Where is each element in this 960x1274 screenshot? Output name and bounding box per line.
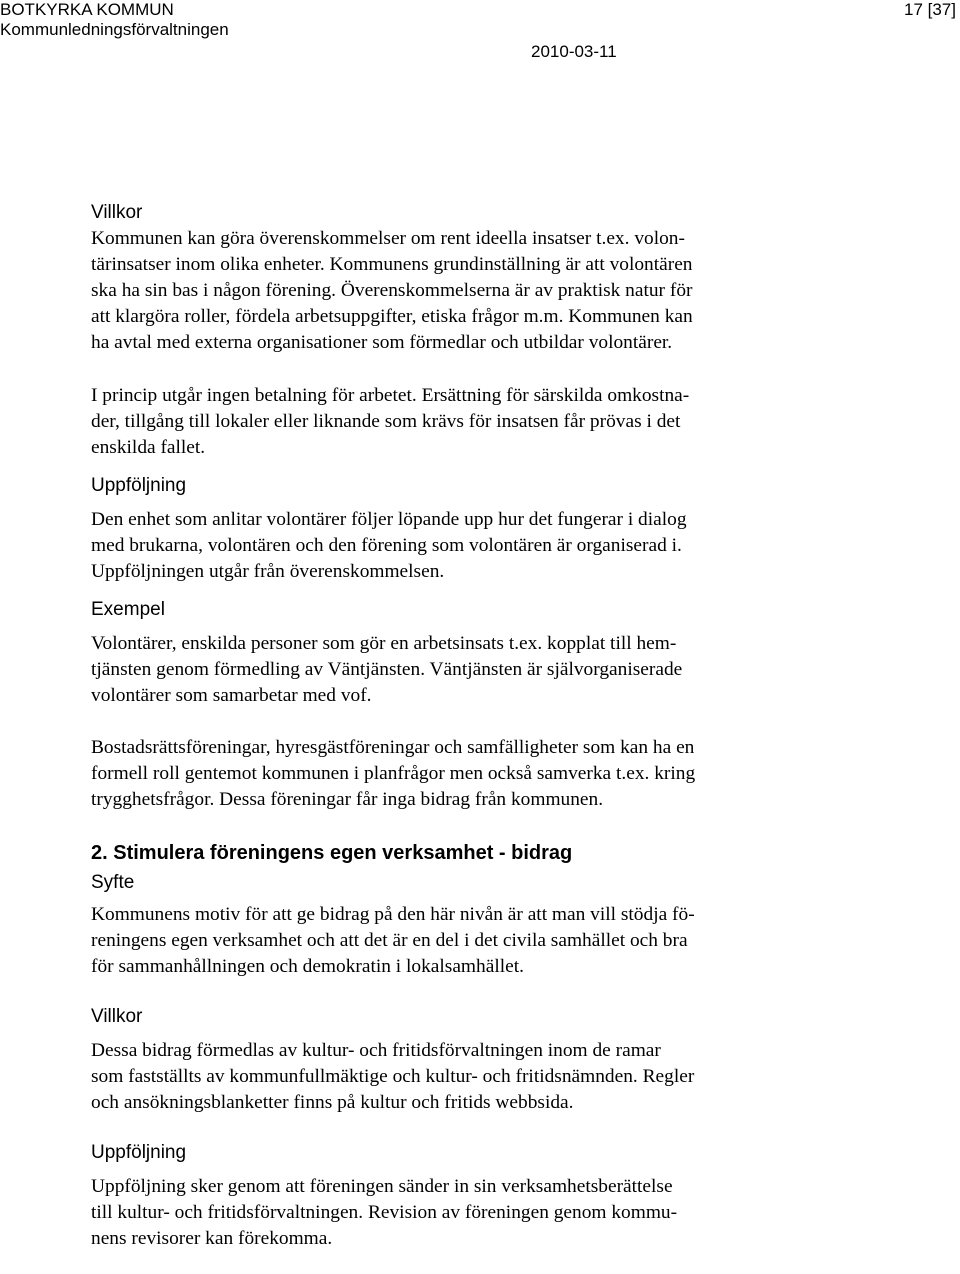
paragraph — [91, 902, 851, 980]
text-line: tärinsatser inom olika enheter. Kommunens grundinställning är att volontären — [91, 254, 693, 275]
text-line: Bostadsrättsföreningar, hyresgästföreningar och samfälligheter som kan ha en — [91, 737, 695, 758]
paragraph — [91, 1174, 851, 1252]
paragraph — [91, 631, 851, 709]
text-line: Den enhet som anlitar volontärer följer löpande upp hur det fungerar i dialog — [91, 509, 687, 530]
paragraph — [91, 507, 851, 585]
text-line: formell roll gentemot kommunen i planfrågor men också samverka t.ex. kring — [91, 763, 696, 784]
heading-exempel: Exempel — [91, 599, 165, 620]
text-line: Volontärer, enskilda personer som gör en arbetsinsats t.ex. kopplat till hem- — [91, 633, 677, 654]
document-date: 2010-03-11 — [531, 42, 617, 61]
text-line: Kommunen kan göra överenskommelser om rent ideella insatser t.ex. volon- — [91, 228, 685, 249]
section-title: 2. Stimulera föreningens egen verksamhet - bidrag — [91, 842, 573, 864]
organization-name: BOTKYRKA KOMMUN — [0, 0, 174, 19]
heading-villkor: Villkor — [91, 202, 143, 223]
text-line: att klargöra roller, fördela arbetsuppgifter, etiska frågor m.m. Kommunen kan — [91, 306, 693, 327]
heading-villkor: Villkor — [91, 1006, 143, 1027]
text-line: med brukarna, volontären och den förening som volontären är organiserad i. — [91, 535, 682, 556]
department-name: Kommunledningsförvaltningen — [0, 20, 229, 39]
text-line: nens revisorer kan förekomma. — [91, 1228, 333, 1249]
text-line: ha avtal med externa organisationer som förmedlar och utbildar volontärer. — [91, 332, 673, 353]
text-line: Dessa bidrag förmedlas av kultur- och fritidsförvaltningen inom de ramar — [91, 1040, 661, 1061]
text-line: Uppföljning sker genom att föreningen sänder in sin verksamhetsberättelse — [91, 1176, 673, 1197]
text-line: volontärer som samarbetar med vof. — [91, 685, 372, 706]
paragraph — [91, 1038, 851, 1116]
paragraph — [91, 226, 851, 356]
heading-uppfoljning: Uppföljning — [91, 1142, 187, 1163]
text-line: Kommunens motiv för att ge bidrag på den här nivån är att man vill stödja fö- — [91, 904, 695, 925]
heading-syfte: Syfte — [91, 872, 135, 893]
text-line: der, tillgång till lokaler eller liknande som krävs för insatsen får prövas i det — [91, 411, 681, 432]
text-line: trygghetsfrågor. Dessa föreningar får inga bidrag från kommunen. — [91, 789, 604, 810]
document-body — [91, 200, 851, 1252]
text-line: Uppföljningen utgår från överenskommelsen. — [91, 561, 445, 582]
heading-uppfoljning: Uppföljning — [91, 475, 187, 496]
text-line: för sammanhållningen och demokratin i lokalsamhället. — [91, 956, 524, 977]
page-number: 17 [37] — [904, 0, 956, 19]
text-line: till kultur- och fritidsförvaltningen. Revision av föreningen genom kommu- — [91, 1202, 678, 1223]
text-line: reningens egen verksamhet och att det är en del i det civila samhället och bra — [91, 930, 688, 951]
page-header — [0, 0, 960, 70]
text-line: ska ha sin bas i någon förening. Överenskommelserna är av praktisk natur för — [91, 280, 693, 301]
text-line: tjänsten genom förmedling av Väntjänsten. Väntjänsten är självorganiserade — [91, 659, 683, 680]
paragraph — [91, 735, 851, 813]
text-line: enskilda fallet. — [91, 437, 206, 458]
text-line: och ansökningsblanketter finns på kultur och fritids webbsida. — [91, 1092, 574, 1113]
paragraph — [91, 383, 851, 461]
text-line: I princip utgår ingen betalning för arbetet. Ersättning för särskilda omkostna- — [91, 385, 690, 406]
text-line: som fastställts av kommunfullmäktige och kultur- och fritidsnämnden. Regler — [91, 1066, 695, 1087]
